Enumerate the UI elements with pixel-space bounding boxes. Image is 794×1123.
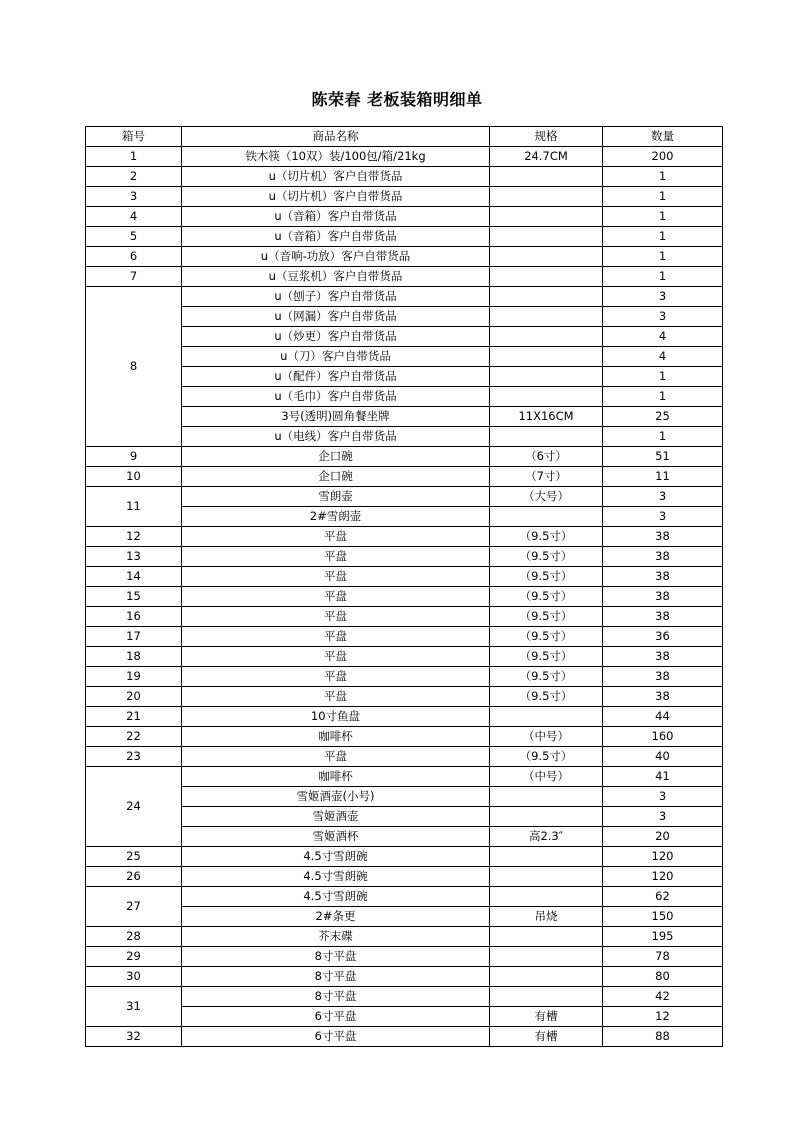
product-name-cell: u（切片机）客户自带货品 [182,187,490,207]
box-number-cell: 10 [86,467,182,487]
product-name-cell: 雪姬酒杯 [182,827,490,847]
product-name-cell: u（音箱）客户自带货品 [182,227,490,247]
table-row [86,587,723,607]
specification-cell [490,327,603,347]
product-name-cell: 企口碗 [182,447,490,467]
quantity-cell: 62 [603,887,723,907]
quantity-cell: 3 [603,287,723,307]
table-row [86,787,723,807]
specification-cell: 24.7CM [490,147,603,167]
specification-cell [490,427,603,447]
header-quantity: 数量 [603,127,723,147]
quantity-cell: 11 [603,467,723,487]
quantity-cell: 20 [603,827,723,847]
product-name-cell: 平盘 [182,547,490,567]
box-number-cell: 4 [86,207,182,227]
product-name-cell: 平盘 [182,527,490,547]
table-row [86,227,723,247]
specification-cell: （9.5寸） [490,647,603,667]
product-name-cell: 4.5寸雪朗碗 [182,867,490,887]
product-name-cell: u（切片机）客户自带货品 [182,167,490,187]
header-specification: 规格 [490,127,603,147]
product-name-cell: 芥末碟 [182,927,490,947]
quantity-cell: 38 [603,687,723,707]
quantity-cell: 38 [603,547,723,567]
product-name-cell: 平盘 [182,647,490,667]
box-number-cell: 20 [86,687,182,707]
product-name-cell: 2#雪朗壶 [182,507,490,527]
box-number-cell: 3 [86,187,182,207]
specification-cell [490,787,603,807]
specification-cell: 高2.3″ [490,827,603,847]
product-name-cell: 咖啡杯 [182,767,490,787]
specification-cell [490,947,603,967]
product-name-cell: 平盘 [182,607,490,627]
table-row [86,647,723,667]
quantity-cell: 42 [603,987,723,1007]
product-name-cell: u（配件）客户自带货品 [182,367,490,387]
box-number-cell: 9 [86,447,182,467]
table-row [86,167,723,187]
product-name-cell: u（音响-功放）客户自带货品 [182,247,490,267]
box-number-cell: 17 [86,627,182,647]
product-name-cell: 平盘 [182,627,490,647]
box-number-cell: 28 [86,927,182,947]
specification-cell: （9.5寸） [490,527,603,547]
quantity-cell: 88 [603,1027,723,1047]
specification-cell [490,887,603,907]
quantity-cell: 4 [603,327,723,347]
quantity-cell: 3 [603,307,723,327]
quantity-cell: 38 [603,567,723,587]
specification-cell: （9.5寸） [490,587,603,607]
product-name-cell: 雪姬酒壶 [182,807,490,827]
product-name-cell: 6寸平盘 [182,1007,490,1027]
specification-cell [490,187,603,207]
product-name-cell: 平盘 [182,567,490,587]
table-row [86,767,723,787]
box-number-cell: 14 [86,567,182,587]
table-row [86,187,723,207]
table-row [86,407,723,427]
specification-cell [490,847,603,867]
table-row [86,487,723,507]
quantity-cell: 1 [603,167,723,187]
table-row [86,887,723,907]
table-row [86,307,723,327]
product-name-cell: 10寸鱼盘 [182,707,490,727]
specification-cell [490,227,603,247]
specification-cell [490,207,603,227]
product-name-cell: u（刨子）客户自带货品 [182,287,490,307]
table-row [86,927,723,947]
quantity-cell: 51 [603,447,723,467]
table-row [86,1007,723,1027]
box-number-cell: 30 [86,967,182,987]
table-body [86,147,723,1047]
box-number-cell: 27 [86,887,182,927]
specification-cell: （7寸） [490,467,603,487]
quantity-cell: 36 [603,627,723,647]
product-name-cell: 咖啡杯 [182,727,490,747]
quantity-cell: 150 [603,907,723,927]
box-number-cell: 26 [86,867,182,887]
box-number-cell: 24 [86,767,182,847]
specification-cell: （中号） [490,727,603,747]
specification-cell: （9.5寸） [490,567,603,587]
quantity-cell: 38 [603,607,723,627]
product-name-cell: 企口碗 [182,467,490,487]
quantity-cell: 3 [603,507,723,527]
quantity-cell: 78 [603,947,723,967]
table-row [86,507,723,527]
quantity-cell: 1 [603,367,723,387]
box-number-cell: 16 [86,607,182,627]
quantity-cell: 195 [603,927,723,947]
box-number-cell: 29 [86,947,182,967]
table-row [86,427,723,447]
specification-cell: 有槽 [490,1007,603,1027]
box-number-cell: 11 [86,487,182,527]
table-row [86,347,723,367]
quantity-cell: 3 [603,787,723,807]
specification-cell [490,867,603,887]
quantity-cell: 40 [603,747,723,767]
specification-cell [490,927,603,947]
table-row [86,447,723,467]
box-number-cell: 19 [86,667,182,687]
product-name-cell: 平盘 [182,747,490,767]
specification-cell [490,807,603,827]
table-row [86,207,723,227]
box-number-cell: 25 [86,847,182,867]
quantity-cell: 200 [603,147,723,167]
box-number-cell: 8 [86,287,182,447]
quantity-cell: 41 [603,767,723,787]
table-row [86,327,723,347]
table-row [86,667,723,687]
table-row [86,707,723,727]
product-name-cell: u（炒更）客户自带货品 [182,327,490,347]
specification-cell [490,287,603,307]
box-number-cell: 18 [86,647,182,667]
product-name-cell: 平盘 [182,667,490,687]
quantity-cell: 25 [603,407,723,427]
table-row [86,947,723,967]
product-name-cell: u（刀）客户自带货品 [182,347,490,367]
quantity-cell: 1 [603,387,723,407]
box-number-cell: 6 [86,247,182,267]
product-name-cell: 铁木筷（10双）装/100包/箱/21kg [182,147,490,167]
box-number-cell: 15 [86,587,182,607]
table-row [86,147,723,167]
table-row [86,847,723,867]
product-name-cell: u（音箱）客户自带货品 [182,207,490,227]
quantity-cell: 1 [603,247,723,267]
header-product-name: 商品名称 [182,127,490,147]
table-row [86,747,723,767]
product-name-cell: 8寸平盘 [182,967,490,987]
specification-cell [490,707,603,727]
packing-list-table [85,126,723,1047]
specification-cell: 11X16CM [490,407,603,427]
table-row [86,267,723,287]
header-box-number: 箱号 [86,127,182,147]
specification-cell [490,387,603,407]
box-number-cell: 21 [86,707,182,727]
specification-cell [490,507,603,527]
quantity-cell: 1 [603,267,723,287]
specification-cell [490,247,603,267]
table-row [86,547,723,567]
quantity-cell: 120 [603,867,723,887]
box-number-cell: 5 [86,227,182,247]
product-name-cell: 平盘 [182,687,490,707]
specification-cell [490,367,603,387]
quantity-cell: 120 [603,847,723,867]
quantity-cell: 1 [603,427,723,447]
product-name-cell: 8寸平盘 [182,947,490,967]
specification-cell: （9.5寸） [490,747,603,767]
table-row [86,567,723,587]
quantity-cell: 80 [603,967,723,987]
table-row [86,827,723,847]
table-header-row [86,127,723,147]
table-row [86,807,723,827]
product-name-cell: 2#条更 [182,907,490,927]
specification-cell: （9.5寸） [490,627,603,647]
box-number-cell: 13 [86,547,182,567]
table-row [86,607,723,627]
specification-cell [490,987,603,1007]
quantity-cell: 3 [603,487,723,507]
quantity-cell: 38 [603,527,723,547]
table-row [86,1027,723,1047]
specification-cell [490,167,603,187]
product-name-cell: 4.5寸雪朗碗 [182,887,490,907]
table-row [86,527,723,547]
box-number-cell: 23 [86,747,182,767]
quantity-cell: 38 [603,587,723,607]
specification-cell: （大号） [490,487,603,507]
specification-cell [490,307,603,327]
table-row [86,367,723,387]
specification-cell: （9.5寸） [490,667,603,687]
table-row [86,287,723,307]
product-name-cell: u（网漏）客户自带货品 [182,307,490,327]
box-number-cell: 12 [86,527,182,547]
box-number-cell: 2 [86,167,182,187]
product-name-cell: u（毛巾）客户自带货品 [182,387,490,407]
product-name-cell: 4.5寸雪朗碗 [182,847,490,867]
table-row [86,727,723,747]
specification-cell: （9.5寸） [490,547,603,567]
table-row [86,907,723,927]
quantity-cell: 3 [603,807,723,827]
table-row [86,627,723,647]
box-number-cell: 7 [86,267,182,287]
specification-cell: 有槽 [490,1027,603,1047]
table-row [86,867,723,887]
table-row [86,967,723,987]
quantity-cell: 1 [603,227,723,247]
product-name-cell: 6寸平盘 [182,1027,490,1047]
document-title: 陈荣春 老板装箱明细单 [311,90,483,109]
quantity-cell: 1 [603,207,723,227]
quantity-cell: 38 [603,647,723,667]
box-number-cell: 1 [86,147,182,167]
specification-cell [490,267,603,287]
specification-cell: （9.5寸） [490,687,603,707]
product-name-cell: u（豆浆机）客户自带货品 [182,267,490,287]
quantity-cell: 38 [603,667,723,687]
quantity-cell: 12 [603,1007,723,1027]
table-row [86,467,723,487]
product-name-cell: 雪姬酒壶(小号) [182,787,490,807]
specification-cell [490,967,603,987]
specification-cell: （中号） [490,767,603,787]
specification-cell: （9.5寸） [490,607,603,627]
table-row [86,247,723,267]
table-row [86,687,723,707]
specification-cell: 吊烧 [490,907,603,927]
quantity-cell: 4 [603,347,723,367]
box-number-cell: 32 [86,1027,182,1047]
product-name-cell: 雪朗壶 [182,487,490,507]
table-row [86,987,723,1007]
box-number-cell: 22 [86,727,182,747]
quantity-cell: 1 [603,187,723,207]
product-name-cell: 3号(透明)圆角餐坐牌 [182,407,490,427]
specification-cell [490,347,603,367]
quantity-cell: 160 [603,727,723,747]
box-number-cell: 31 [86,987,182,1027]
product-name-cell: 平盘 [182,587,490,607]
specification-cell: （6寸） [490,447,603,467]
product-name-cell: u（电线）客户自带货品 [182,427,490,447]
table-row [86,387,723,407]
product-name-cell: 8寸平盘 [182,987,490,1007]
quantity-cell: 44 [603,707,723,727]
